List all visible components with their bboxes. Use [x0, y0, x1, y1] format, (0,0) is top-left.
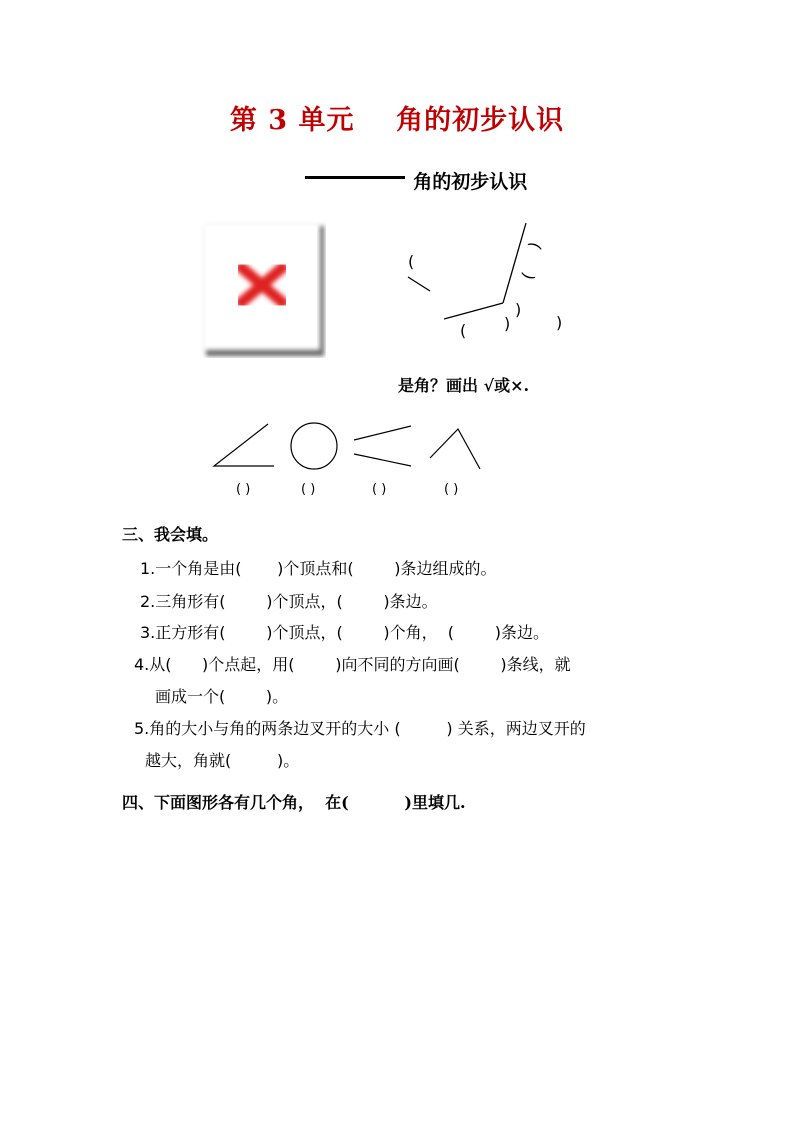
subtitle-text: 角的初步认识	[413, 171, 528, 193]
shapes-row	[210, 418, 490, 473]
paren-mark: (	[408, 252, 415, 271]
paren-mark: (	[460, 321, 467, 340]
paren-mark: )	[515, 300, 522, 319]
open-lines-bottom	[354, 454, 411, 466]
angle-shape-2	[430, 429, 480, 469]
obscured-lesson-number	[303, 173, 413, 193]
answer-paren-2: ( )	[301, 482, 316, 497]
page-title: 第 3 单元 角的初步认识	[229, 105, 565, 136]
paren-mark: (	[517, 269, 538, 283]
lesson-subtitle	[290, 145, 527, 194]
angle-diagram	[400, 215, 580, 345]
answer-paren-3: ( )	[372, 482, 387, 497]
fill-item-1: 1.一个角是由( )个顶点和( )条边组成的。	[140, 559, 497, 578]
broken-image-icon	[200, 218, 326, 358]
fill-item-5: 5.角的大小与角的两条边叉开的大小 ( ) 关系，两边叉开的	[134, 719, 586, 738]
section-3-heading: 三、我会填。	[122, 525, 219, 544]
angle-shape-1	[214, 424, 274, 466]
angle-mark-line	[408, 277, 430, 291]
open-lines-top	[354, 426, 411, 440]
paren-mark: )	[556, 313, 563, 332]
angle-ray-horizontal	[444, 303, 503, 319]
fill-item-4-cont: 画成一个( )。	[155, 687, 289, 706]
paren-mark: )	[524, 239, 545, 252]
fill-item-5-cont: 越大，角就( )。	[145, 751, 300, 770]
question-2-prompt: 是角？画出 √或×.	[398, 376, 530, 395]
paren-mark: )	[504, 314, 511, 333]
fill-item-2: 2.三角形有( )个顶点，( )条边。	[140, 592, 438, 611]
fill-item-3: 3.正方形有( )个顶点，( )个角， ( )条边。	[140, 623, 549, 642]
answer-paren-1: ( )	[236, 482, 251, 497]
circle-shape	[291, 423, 337, 469]
fill-item-4: 4.从( )个点起，用( )向不同的方向画( )条线，就	[134, 655, 571, 674]
angle-ray-vertical	[503, 223, 526, 303]
section-4-heading: 四、下面图形各有几个角， 在( )里填几.	[122, 793, 466, 812]
answer-paren-4: ( )	[444, 482, 459, 497]
